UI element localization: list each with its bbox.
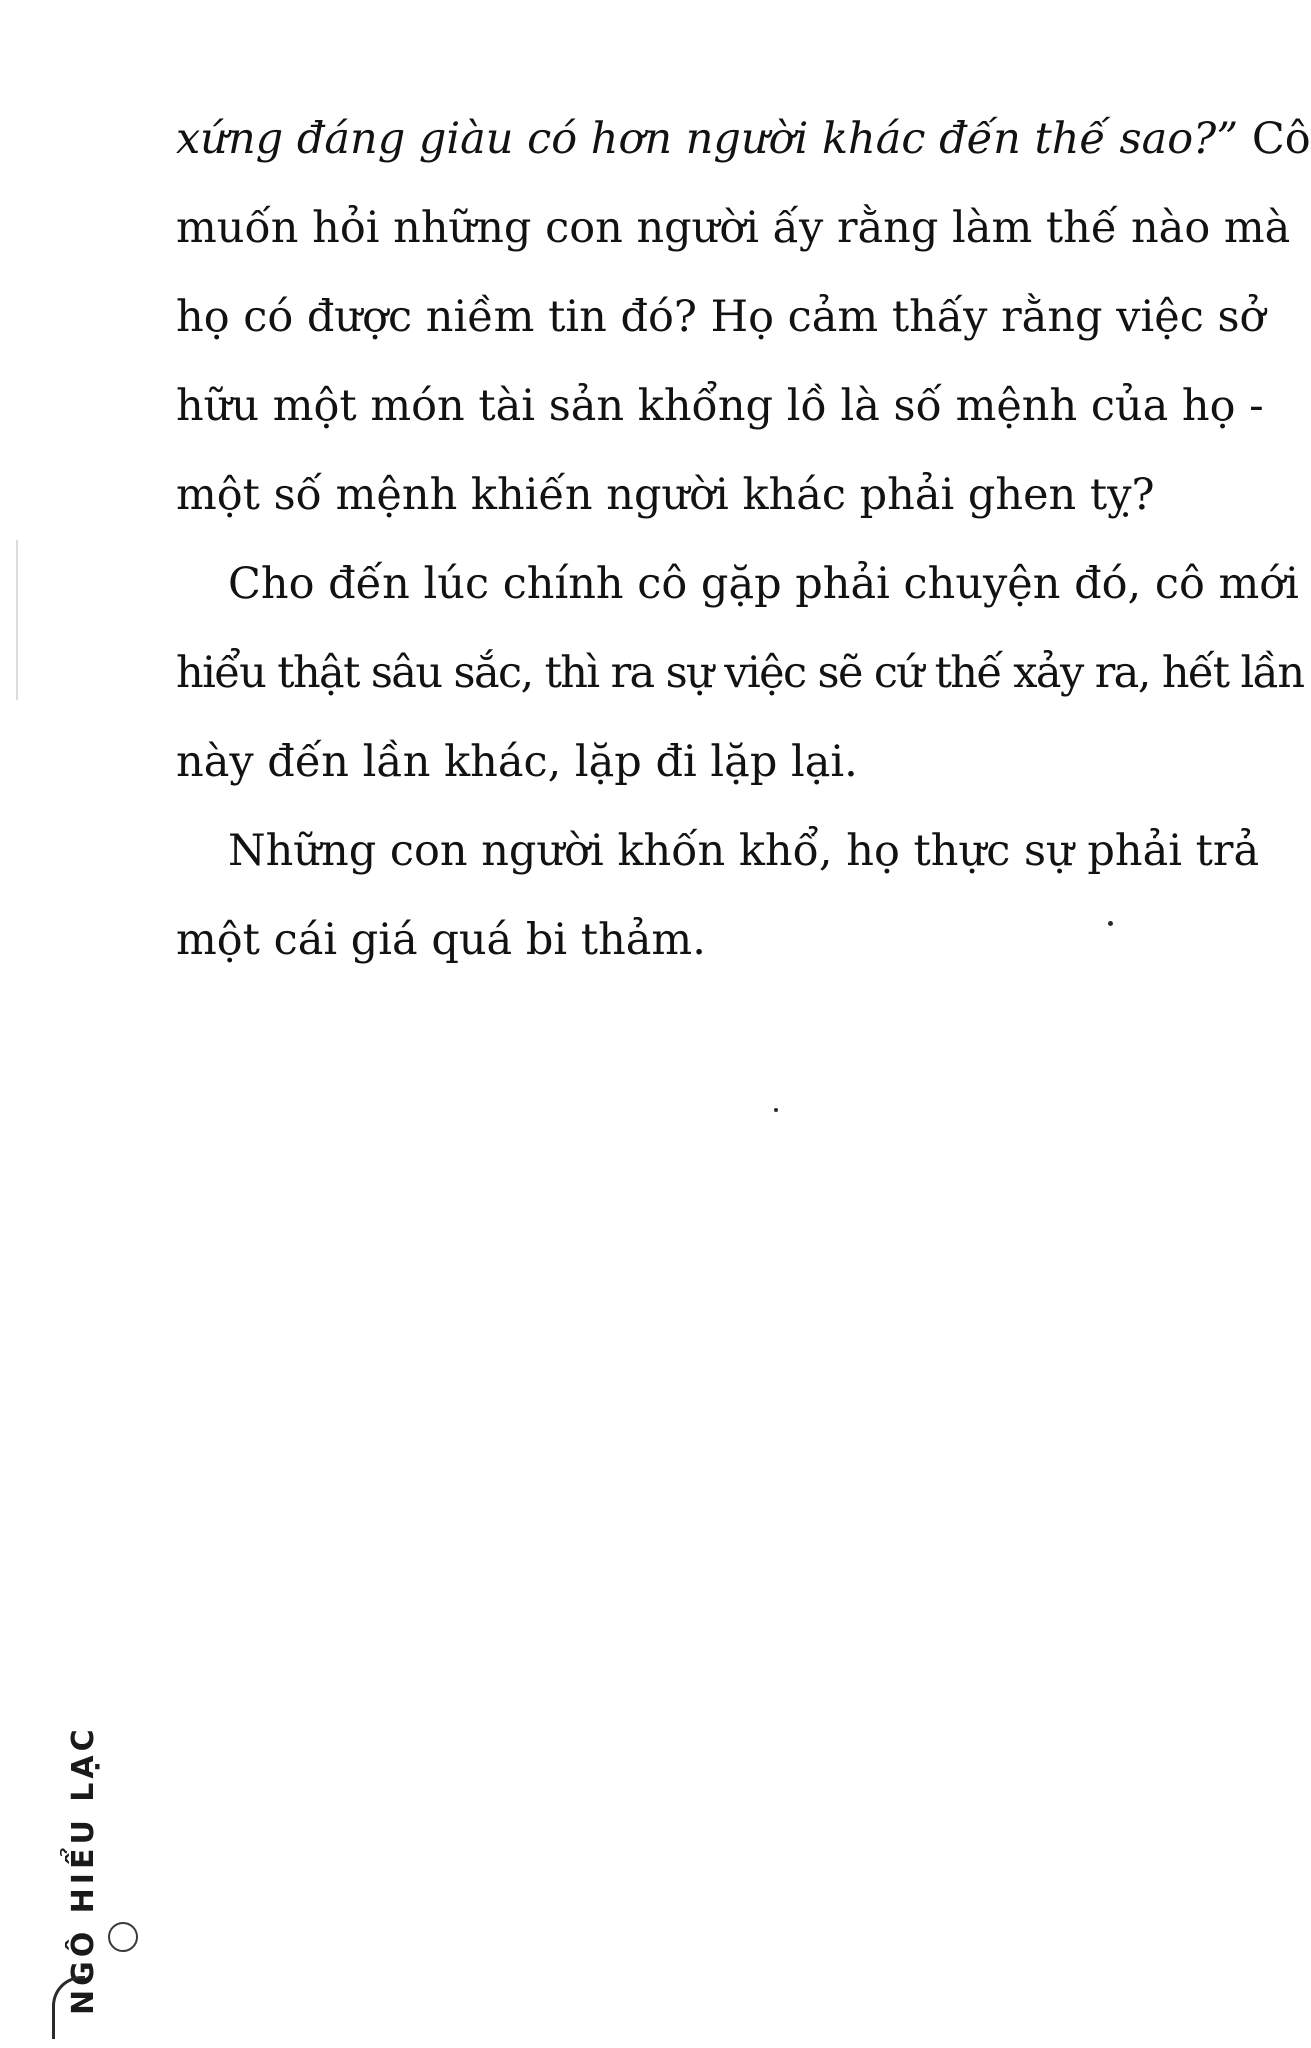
text-line — [176, 95, 1311, 184]
arc-ornament — [52, 1976, 85, 2039]
text-fragment: Cô — [1238, 114, 1311, 164]
body-text — [176, 95, 1311, 985]
text-line: muốn hỏi những con người ấy rằng làm thế nào mà — [176, 203, 1291, 253]
ring-ornament — [108, 1922, 138, 1952]
text-line: hữu một món tài sản khổng lồ là số mệnh của họ - — [176, 381, 1264, 431]
text-line: họ có được niềm tin đó? Họ cảm thấy rằng việc sở — [176, 292, 1266, 342]
text-line: một số mệnh khiến người khác phải ghen tỵ? — [176, 470, 1155, 520]
page-edge-shadow — [16, 540, 18, 700]
text-line: một cái giá quá bi thảm. — [176, 915, 706, 965]
text-line: Cho đến lúc chính cô gặp phải chuyện đó, cô mới — [228, 559, 1299, 609]
text-line: hiểu thật sâu sắc, thì ra sự việc sẽ cứ thế xảy ra, hết lần — [176, 648, 1304, 698]
paragraph-3 — [176, 807, 1260, 985]
running-author-name: NGÔ HIỂU LẠC — [66, 1725, 101, 2015]
paragraph-1 — [176, 95, 1311, 540]
text-line: Những con người khốn khổ, họ thực sự phải trả — [228, 826, 1260, 876]
text-line: này đến lần khác, lặp đi lặp lại. — [176, 737, 858, 787]
italic-quote: xứng đáng giàu có hơn người khác đến thế sao?” — [176, 114, 1239, 164]
print-speck — [1108, 921, 1113, 926]
paragraph-2 — [176, 540, 1304, 807]
print-speck — [774, 1108, 778, 1112]
